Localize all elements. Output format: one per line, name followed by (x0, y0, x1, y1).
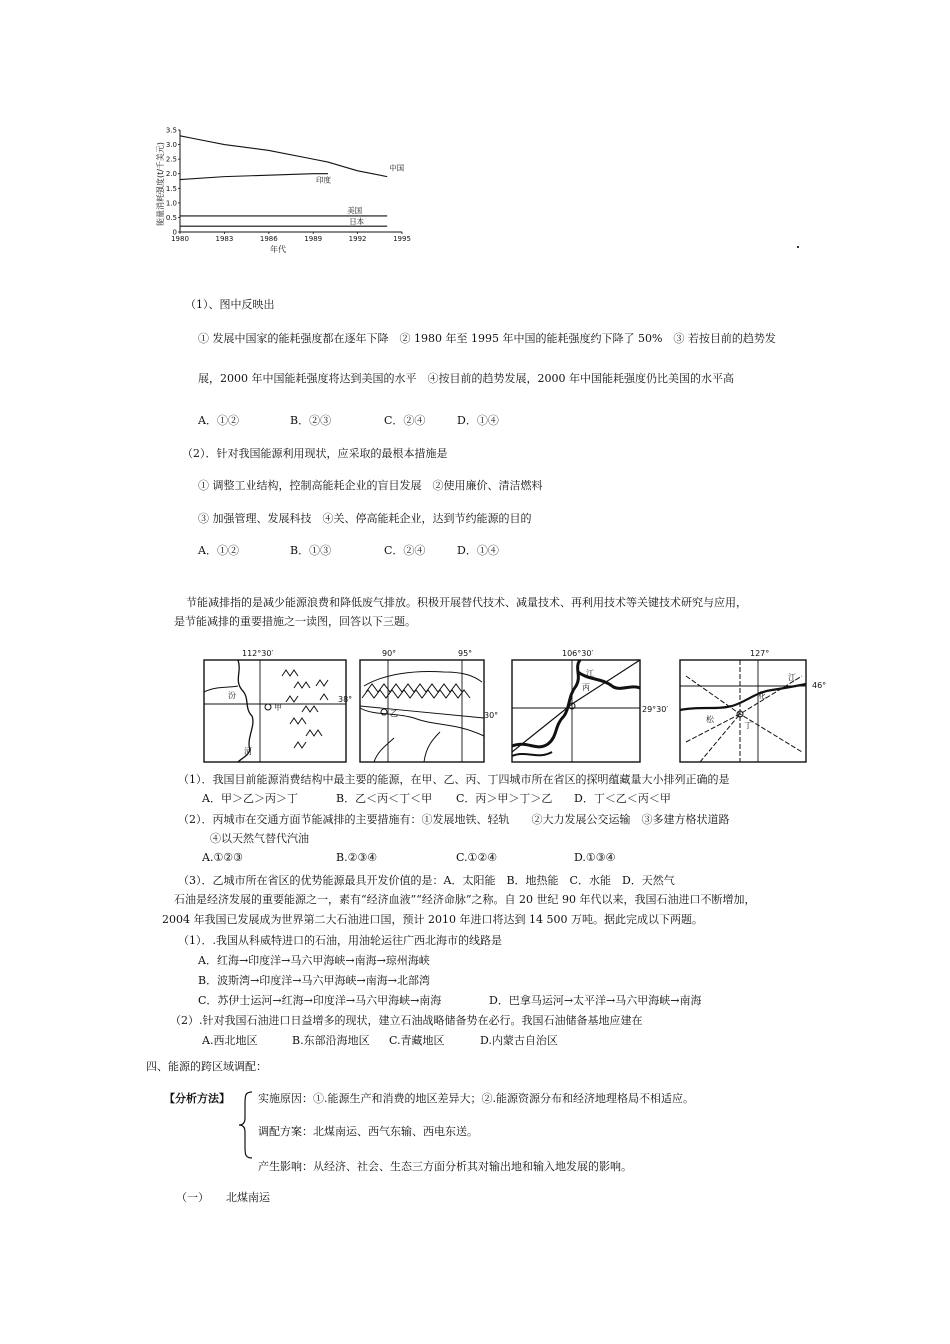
oil-q2-choice-a: A.西北地区 (202, 1034, 258, 1047)
q2-line1: ① 调整工业结构，控制高能耗企业的盲目发展 ②使用廉价、清洁燃料 (198, 479, 543, 492)
subsection-title: 北煤南运 (226, 1191, 270, 1204)
chart-y-ticks (166, 127, 180, 237)
subsection-number: （一） (176, 1191, 209, 1204)
q1-line1: ① 发展中国家的能耗强度都在逐年下降 ② 1980 年至 1995 年中国的能耗强度约下降了 50% ③ 若按目前的趋势发 (198, 332, 776, 345)
chart-x-tick-label: 1983 (215, 235, 234, 243)
q2-choice-d: D．①④ (457, 544, 499, 557)
oil-q1-choice-d: D．巴拿马运河→太平洋→马六甲海峡→南海 (489, 994, 702, 1007)
chart-x-tick-label: 1986 (259, 235, 278, 243)
chart-y-tick-label: 0 (172, 228, 177, 237)
map4-river-label-song: 松 (706, 715, 714, 724)
chart-x-ticks (171, 232, 411, 243)
method-impact: 产生影响：从经济、社会、生态三方面分析其对输出地和输入地发展的影响。 (258, 1160, 632, 1173)
chart-y-tick-label: 2.5 (165, 155, 177, 164)
mq2-choice-a: A.①②③ (202, 851, 244, 864)
map-ding (676, 646, 836, 764)
mq2-choice-d: D.①③④ (574, 851, 616, 864)
map3-river-label: 江 (586, 669, 594, 678)
method-label: 【分析方法】 (164, 1092, 230, 1105)
mq1-choice-c: C．丙＞甲＞丁＞乙 (456, 792, 553, 805)
mq1-choice-a: A．甲＞乙＞丙＞丁 (202, 792, 298, 805)
stray-mark (797, 246, 799, 248)
oil-q1-choice-a: A．红海→印度洋→马六甲海峡→南海→琼州海峡 (198, 954, 430, 967)
map4-river-label-hua: 花 (758, 691, 766, 700)
map-yi (354, 646, 504, 764)
chart-x-tick-label: 1995 (393, 235, 411, 243)
chart-series-labels (316, 163, 405, 227)
q1-choice-a: A．①② (198, 414, 239, 427)
oil-q1-choice-c: C．苏伊士运河→红海→印度洋→马六甲海峡→南海 (198, 994, 442, 1007)
mq2-choice-b: B.②③④ (336, 851, 378, 864)
map3-lon-label: 106°30′ (562, 649, 594, 658)
q1-line2: 展，2000 年中国能耗强度将达到美国的水平 ④按目前的趋势发展，2000 年中国能耗强度仍比美国的水平高 (198, 372, 734, 385)
oil-q1-stem: （1）．.我国从科威特进口的石油，用油轮运往广西北海市的线路是 (178, 934, 502, 947)
mq3-stem: （3）．乙城市所在省区的优势能源最具开发价值的是：A．太阳能 B．地热能 C．水能 D．天然气 (178, 874, 675, 887)
chart-x-tick-label: 1992 (348, 235, 367, 243)
map4-river-label-jiang: 江 (788, 673, 796, 682)
intro2-line1: 节能减排指的是减少能源浪费和降低废气排放。积极开展替代技术、减量技术、再利用技术等关键技术研究与应用， (186, 596, 747, 609)
chart-series-label-3: 日本 (349, 217, 365, 227)
map2-city-label: 乙 (390, 709, 398, 718)
oil-q2-choice-c: C.青藏地区 (389, 1034, 445, 1047)
map-bing (508, 646, 678, 764)
chart-series-label-0: 中国 (389, 163, 405, 173)
mq2-stem: （2）．丙城市在交通方面节能减排的主要措施有：①发展地铁、轻轨 ②大力发展公交运输 ③多建方格状道路 (178, 813, 730, 826)
q2-stem: （2）．针对我国能源利用现状，应采取的最根本措施是 (182, 447, 448, 460)
q1-choice-c: C．②④ (384, 414, 426, 427)
map2-lon1-label: 90° (382, 649, 397, 658)
oil-q2-choice-b: B.东部沿海地区 (292, 1034, 370, 1047)
chart-y-axis-label: 能量消耗强度(t/千美元) (156, 141, 165, 227)
chart-series-line-1 (180, 174, 328, 180)
map-jia (198, 646, 358, 764)
chart-series-label-1: 印度 (316, 175, 331, 185)
energy-intensity-chart (158, 122, 420, 256)
chart-x-axis-label: 年代 (270, 245, 286, 254)
map1-city-label: 甲 (274, 703, 282, 712)
method-reason: 实施原因：①.能源生产和消费的地区差异大；②.能源资源分布和经济地理格局不相适应。 (258, 1092, 694, 1105)
brace-bracket (237, 1090, 255, 1160)
map1-lat-label: 38° (338, 695, 353, 704)
q1-stem: （1）、图中反映出 (185, 298, 275, 311)
svg-text:127°: 127° (750, 649, 770, 658)
chart-x-tick-label: 1980 (171, 235, 189, 243)
mq1-choice-d: D．丁＜乙＜丙＜甲 (574, 792, 671, 805)
oil-intro-line1: 石油是经济发展的重要能源之一，素有“经济血液”“经济命脉”之称。自 20 世纪 90 年代以来，我国石油进口不断增加， (174, 893, 756, 906)
mq2-line2: ④以天然气替代汽油 (210, 832, 309, 845)
map1-lon-label: 112°30′ (242, 649, 274, 658)
oil-q1-choice-b: B．波斯湾→印度洋→马六甲海峡→南海→北部湾 (198, 974, 430, 987)
q2-line2: ③ 加强管理、发展科技 ④关、停高能耗企业，达到节约能源的目的 (198, 512, 532, 525)
chart-axes (180, 130, 405, 232)
mq2-choice-c: C.①②④ (456, 851, 498, 864)
map2-lat-label: 30° (484, 711, 499, 720)
mq1-stem: （1）．我国目前能源消费结构中最主要的能源，在甲、乙、丙、丁四城市所在省区的探明蕴藏量大小排列正确的是 (178, 773, 730, 786)
map2-lon2-label: 95° (458, 649, 473, 658)
map3-city-label: 丙 (582, 683, 590, 692)
map4-lat-label: 46° (812, 681, 827, 690)
section4-title: 四、能源的跨区域调配： (146, 1060, 267, 1073)
q2-choice-b: B．①③ (290, 544, 332, 557)
map4-city-label: 丁 (744, 721, 752, 730)
oil-q2-stem: （2）.针对我国石油进口日益增多的现状，建立石油战略储备势在必行。我国石油储备基地应建在 (170, 1014, 643, 1027)
mq1-choice-b: B．乙＜丙＜丁＜甲 (336, 792, 433, 805)
chart-x-tick-label: 1989 (304, 235, 323, 243)
q1-choice-d: D．①④ (457, 414, 499, 427)
map1-river-label-2: 河 (244, 747, 252, 756)
chart-y-tick-label: 1.0 (165, 199, 177, 208)
map1-river-label: 汾 (228, 691, 236, 700)
map3-lat-label: 29°30′ (642, 705, 669, 714)
chart-y-tick-label: 2.0 (165, 170, 177, 179)
chart-y-tick-label: 3.0 (165, 141, 177, 150)
q1-choice-b: B．②③ (290, 414, 332, 427)
oil-q2-choice-d: D.内蒙古自治区 (480, 1034, 558, 1047)
chart-series-label-2: 美国 (347, 205, 363, 215)
q2-choice-a: A．①② (198, 544, 239, 557)
oil-intro-line2: 2004 年我国已发展成为世界第二大石油进口国，预计 2010 年进口将达到 14 500 万吨。据此完成以下两题。 (162, 913, 703, 926)
q2-choice-c: C．②④ (384, 544, 426, 557)
method-plan: 调配方案：北煤南运、西气东输、西电东送。 (258, 1125, 478, 1138)
chart-y-tick-label: 1.5 (165, 184, 177, 193)
intro2-line2: 是节能减排的重要措施之一读图，回答以下三题。 (174, 615, 416, 628)
chart-y-tick-label: 3.5 (165, 126, 177, 135)
chart-series-line-0 (180, 136, 387, 177)
chart-y-tick-label: 0.5 (165, 213, 177, 222)
